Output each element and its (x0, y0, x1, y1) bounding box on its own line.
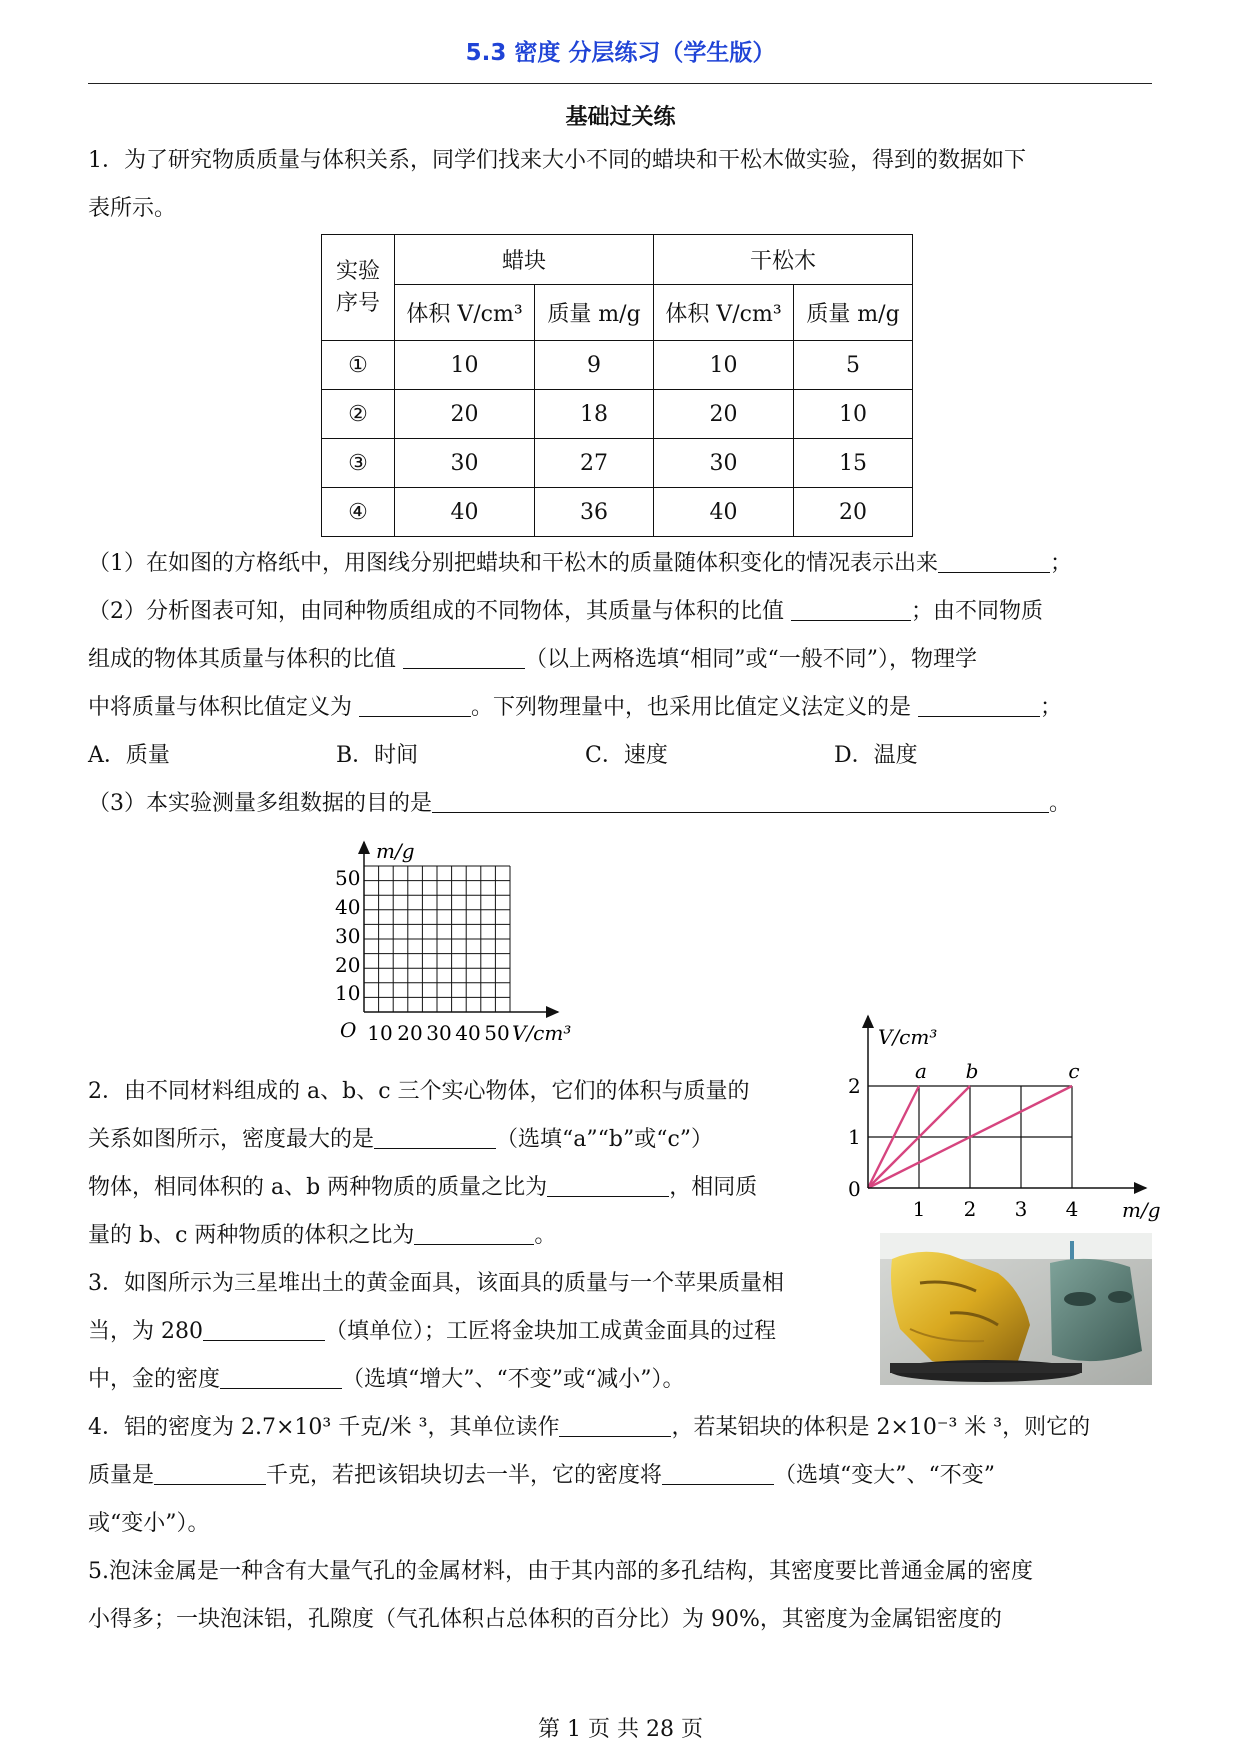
section-title: 基础过关练 (565, 105, 676, 130)
m-axis-label: m/g (1122, 1198, 1161, 1222)
table-cell: 15 (794, 439, 913, 488)
table-group-wax: 蜡块 (395, 235, 654, 285)
q1-part1: （1）在如图的方格纸中，用图线分别把蜡块和干松木的质量随体积变化的情况表示出来 ； (88, 551, 1073, 576)
table-cell: 40 (654, 488, 794, 537)
line-label-c: c (1068, 1059, 1080, 1083)
q3-line3: 中，金的密度 （选填“增大”、“不变”或“减小”）。 (88, 1367, 685, 1392)
v-axis-label: V/cm³ (878, 1025, 938, 1049)
origin-label: 0 (848, 1177, 861, 1201)
y-tick-label: 30 (335, 924, 361, 948)
q1-option-a: A．质量 (88, 743, 170, 768)
y-tick-label: 40 (335, 895, 361, 919)
table-cell: 30 (654, 439, 794, 488)
table-cell: 18 (535, 390, 654, 439)
header-divider (88, 83, 1152, 84)
y-tick-label: 20 (335, 953, 361, 977)
x-axis-label: V/cm³ (512, 1021, 572, 1045)
answer-blank[interactable] (374, 1126, 496, 1149)
q5-line2: 小得多；一块泡沫铝，孔隙度（气孔体积占总体积的百分比）为 90%，其密度为金属铝密度的 (88, 1607, 1002, 1632)
table-cell: 10 (654, 341, 794, 390)
q4-line3: 或“变小”）。 (88, 1511, 210, 1536)
table-cell: 10 (794, 390, 913, 439)
table-row (322, 439, 913, 488)
q1-part2-line1: （2）分析图表可知，由同种物质组成的不同物体，其质量与体积的比值 ；由不同物质 (88, 599, 1044, 624)
q2-line4: 量的 b、c 两种物质的体积之比为 。 (88, 1223, 557, 1248)
answer-blank[interactable] (938, 550, 1050, 573)
table-row-header: 实验 序号 (322, 235, 395, 341)
gold-mask-photo (880, 1233, 1152, 1385)
x-tick-label: 50 (484, 1021, 510, 1045)
m-tick-label: 4 (1065, 1197, 1079, 1221)
q1-part2-line3: 中将质量与体积比值定义为 。下列物理量中，也采用比值定义法定义的是 ； (88, 695, 1063, 720)
q1-option-c: C．速度 (585, 743, 668, 768)
v-tick-label: 2 (848, 1074, 861, 1098)
q1-part3: （3）本实验测量多组数据的目的是 。 (88, 791, 1072, 816)
q4-line2: 质量是 千克，若把该铝块切去一半，它的密度将 （选填“变大”、“不变” (88, 1463, 996, 1488)
table-cell: 20 (654, 390, 794, 439)
answer-blank[interactable] (203, 1318, 325, 1341)
table-group-pine: 干松木 (654, 235, 913, 285)
q2-line1: 2．由不同材料组成的 a、b、c 三个实心物体，它们的体积与质量的 (88, 1079, 750, 1104)
q3-line1: 3．如图所示为三星堆出土的黄金面具，该面具的质量与一个苹果质量相 (88, 1271, 784, 1296)
origin-label: O (340, 1018, 357, 1042)
table-row (322, 390, 913, 439)
q1-stem-line2: 表所示。 (88, 196, 177, 221)
table-col-header: 质量 m/g (535, 285, 654, 341)
table-cell: 27 (535, 439, 654, 488)
page-footer: 第 1 页 共 28 页 (538, 1717, 703, 1742)
y-tick-label: 50 (335, 866, 361, 890)
m-tick-label: 3 (1014, 1197, 1028, 1221)
answer-blank[interactable] (547, 1174, 669, 1197)
table-row (322, 488, 913, 537)
table-cell: ③ (322, 439, 395, 488)
v-tick-label: 1 (848, 1125, 861, 1149)
table-cell: 5 (794, 341, 913, 390)
x-tick-label: 20 (397, 1021, 423, 1045)
table-cell: 30 (395, 439, 535, 488)
line-label-b: b (965, 1059, 979, 1083)
q1-grid-graph (320, 838, 590, 1050)
x-tick-label: 30 (426, 1021, 452, 1045)
table-cell: 9 (535, 341, 654, 390)
table-cell: 20 (794, 488, 913, 537)
m-tick-label: 1 (912, 1197, 926, 1221)
table-cell: ② (322, 390, 395, 439)
page-title: 5.3 密度 分层练习（学生版） (465, 40, 776, 66)
q4-line1: 4．铝的密度为 2.7×10³ 千克/米 ³，其单位读作 ，若某铝块的体积是 2×10⁻³ 米 ³，则它的 (88, 1415, 1091, 1440)
answer-blank[interactable] (791, 598, 911, 621)
answer-blank[interactable] (220, 1366, 342, 1389)
table-cell: ④ (322, 488, 395, 537)
table-col-header: 体积 V/cm³ (654, 285, 794, 341)
y-axis-label: m/g (376, 839, 415, 863)
q2-volume-mass-graph (836, 1010, 1168, 1222)
q2-line3: 物体，相同体积的 a、b 两种物质的质量之比为 ，相同质 (88, 1175, 758, 1200)
q5-line1: 5.泡沫金属是一种含有大量气孔的金属材料，由于其内部的多孔结构，其密度要比普通金属的密度 (88, 1559, 1033, 1584)
q2-line2: 关系如图所示，密度最大的是 （选填“a”“b”或“c”） (88, 1127, 714, 1152)
table-cell: 40 (395, 488, 535, 537)
line-label-a: a (915, 1059, 927, 1083)
answer-blank[interactable] (414, 1222, 534, 1245)
table-col-header: 体积 V/cm³ (395, 285, 535, 341)
table-col-header: 质量 m/g (794, 285, 913, 341)
table-cell: ① (322, 341, 395, 390)
answer-blank[interactable] (432, 790, 1049, 813)
m-tick-label: 2 (963, 1197, 977, 1221)
answer-blank[interactable] (154, 1462, 266, 1485)
x-tick-label: 10 (367, 1021, 393, 1045)
q3-line2: 当，为 280 （填单位）；工匠将金块加工成黄金面具的过程 (88, 1319, 777, 1344)
table-cell: 10 (395, 341, 535, 390)
table-row (322, 341, 913, 390)
answer-blank[interactable] (403, 646, 525, 669)
table-cell: 20 (395, 390, 535, 439)
table-cell: 36 (535, 488, 654, 537)
q1-stem-line1: 1．为了研究物质质量与体积关系，同学们找来大小不同的蜡块和干松木做实验，得到的数据如下 (88, 148, 1027, 173)
answer-blank[interactable] (359, 694, 471, 717)
answer-blank[interactable] (559, 1414, 671, 1437)
q1-part2-line2: 组成的物体其质量与体积的比值 （以上两格选填“相同”或“一般不同”），物理学 (88, 647, 977, 672)
y-tick-label: 10 (335, 981, 361, 1005)
answer-blank[interactable] (918, 694, 1040, 717)
answer-blank[interactable] (662, 1462, 774, 1485)
q1-data-table (321, 234, 913, 537)
q1-option-b: B．时间 (336, 743, 419, 768)
q1-option-d: D．温度 (834, 743, 918, 768)
x-tick-label: 40 (455, 1021, 481, 1045)
